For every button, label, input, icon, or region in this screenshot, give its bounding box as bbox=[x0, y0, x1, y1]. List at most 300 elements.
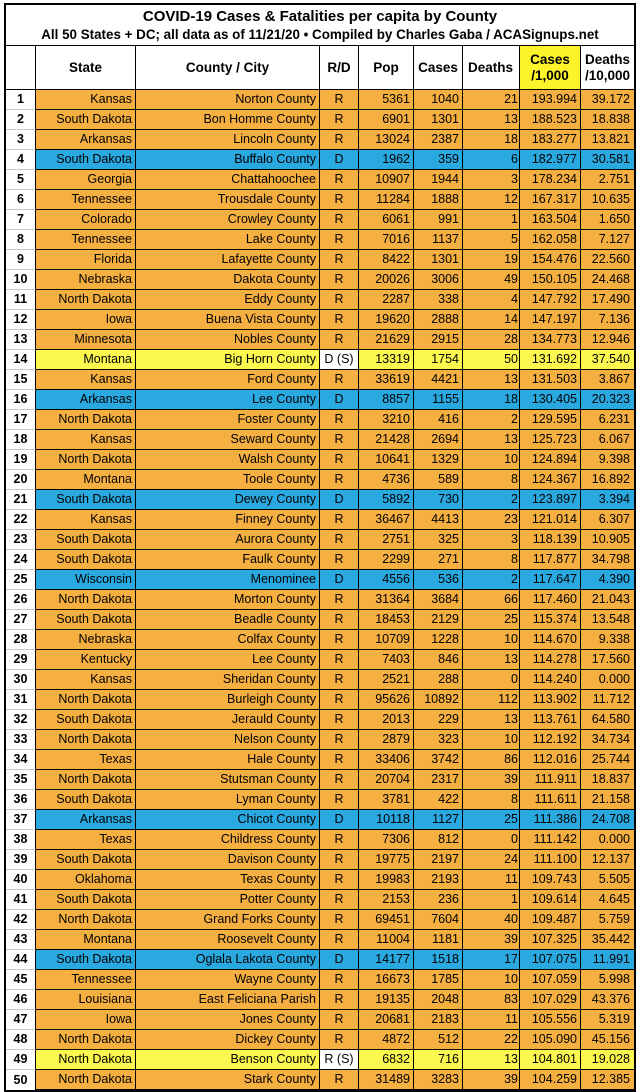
table-row bbox=[6, 950, 634, 970]
cases-per-1000-cell: 107.075 bbox=[520, 950, 581, 970]
state-cell: Montana bbox=[36, 930, 136, 950]
county-cell: Bon Homme County bbox=[136, 110, 320, 130]
cases-cell: 1137 bbox=[414, 230, 463, 250]
rank-cell: 33 bbox=[6, 730, 36, 750]
cases-cell: 2197 bbox=[414, 850, 463, 870]
deaths-cell: 86 bbox=[463, 750, 520, 770]
state-cell: Montana bbox=[36, 470, 136, 490]
county-cell: Ford County bbox=[136, 370, 320, 390]
table-row bbox=[6, 870, 634, 890]
party-cell: R bbox=[320, 790, 359, 810]
cases-per-1000-cell: 112.192 bbox=[520, 730, 581, 750]
cases-cell: 1888 bbox=[414, 190, 463, 210]
deaths-per-10000-cell: 18.838 bbox=[581, 110, 634, 130]
state-cell: Tennessee bbox=[36, 230, 136, 250]
cases-cell: 10892 bbox=[414, 690, 463, 710]
county-cell: Seward County bbox=[136, 430, 320, 450]
deaths-cell: 22 bbox=[463, 1030, 520, 1050]
state-cell: North Dakota bbox=[36, 450, 136, 470]
cases-per-1000-cell: 105.556 bbox=[520, 1010, 581, 1030]
rank-cell: 48 bbox=[6, 1030, 36, 1050]
table-row bbox=[6, 990, 634, 1010]
cases-per-1000-cell: 130.405 bbox=[520, 390, 581, 410]
deaths-per-10000-cell: 43.376 bbox=[581, 990, 634, 1010]
state-cell: North Dakota bbox=[36, 910, 136, 930]
col-header-deaths-per-10000: Deaths /10,000 bbox=[581, 46, 634, 90]
cases-cell: 3684 bbox=[414, 590, 463, 610]
deaths-per-10000-cell: 30.581 bbox=[581, 150, 634, 170]
pop-cell: 10641 bbox=[359, 450, 414, 470]
party-cell: R bbox=[320, 450, 359, 470]
pop-cell: 13319 bbox=[359, 350, 414, 370]
county-cell: Lake County bbox=[136, 230, 320, 250]
county-cell: Buffalo County bbox=[136, 150, 320, 170]
party-cell: R bbox=[320, 830, 359, 850]
rank-cell: 34 bbox=[6, 750, 36, 770]
pop-cell: 7306 bbox=[359, 830, 414, 850]
county-table bbox=[4, 46, 636, 1092]
cases-per-1000-cell: 114.278 bbox=[520, 650, 581, 670]
rank-cell: 50 bbox=[6, 1070, 36, 1090]
cases-per-1000-cell: 117.460 bbox=[520, 590, 581, 610]
deaths-per-10000-cell: 34.734 bbox=[581, 730, 634, 750]
table-row bbox=[6, 890, 634, 910]
state-cell: North Dakota bbox=[36, 690, 136, 710]
table-body bbox=[6, 90, 634, 1090]
cases-cell: 991 bbox=[414, 210, 463, 230]
county-cell: Morton County bbox=[136, 590, 320, 610]
county-cell: Beadle County bbox=[136, 610, 320, 630]
cases-per-1000-cell: 107.029 bbox=[520, 990, 581, 1010]
county-cell: Colfax County bbox=[136, 630, 320, 650]
county-cell: Chattahoochee bbox=[136, 170, 320, 190]
rank-cell: 17 bbox=[6, 410, 36, 430]
state-cell: Arkansas bbox=[36, 130, 136, 150]
cases-per-1000-cell: 193.994 bbox=[520, 90, 581, 110]
cases-per-1000-cell: 112.016 bbox=[520, 750, 581, 770]
deaths-cell: 19 bbox=[463, 250, 520, 270]
deaths-per-10000-cell: 9.398 bbox=[581, 450, 634, 470]
rank-cell: 46 bbox=[6, 990, 36, 1010]
deaths-cell: 4 bbox=[463, 290, 520, 310]
county-cell: Childress County bbox=[136, 830, 320, 850]
party-cell: R bbox=[320, 590, 359, 610]
party-cell: R bbox=[320, 1010, 359, 1030]
cases-cell: 1127 bbox=[414, 810, 463, 830]
table-row bbox=[6, 810, 634, 830]
deaths-per-10000-cell: 45.156 bbox=[581, 1030, 634, 1050]
party-cell: R bbox=[320, 690, 359, 710]
deaths-per-10000-cell: 3.867 bbox=[581, 370, 634, 390]
state-cell: North Dakota bbox=[36, 410, 136, 430]
cases-cell: 7604 bbox=[414, 910, 463, 930]
table-row bbox=[6, 370, 634, 390]
col-header-cases-per-1000: Cases /1,000 bbox=[520, 46, 581, 90]
cases-cell: 512 bbox=[414, 1030, 463, 1050]
deaths-per-10000-cell: 11.991 bbox=[581, 950, 634, 970]
col-header-state: State bbox=[36, 46, 136, 90]
table-row bbox=[6, 1010, 634, 1030]
rank-cell: 37 bbox=[6, 810, 36, 830]
cases-cell: 730 bbox=[414, 490, 463, 510]
county-cell: Davison County bbox=[136, 850, 320, 870]
county-cell: Lyman County bbox=[136, 790, 320, 810]
party-cell: R bbox=[320, 1030, 359, 1050]
cases-cell: 846 bbox=[414, 650, 463, 670]
table-row bbox=[6, 710, 634, 730]
deaths-cell: 50 bbox=[463, 350, 520, 370]
deaths-per-10000-cell: 35.442 bbox=[581, 930, 634, 950]
col-header-pop: Pop bbox=[359, 46, 414, 90]
cases-per-1000-cell: 150.105 bbox=[520, 270, 581, 290]
deaths-cell: 2 bbox=[463, 570, 520, 590]
county-cell: Eddy County bbox=[136, 290, 320, 310]
county-cell: Texas County bbox=[136, 870, 320, 890]
table-row bbox=[6, 970, 634, 990]
pop-cell: 4736 bbox=[359, 470, 414, 490]
deaths-per-10000-cell: 6.067 bbox=[581, 430, 634, 450]
pop-cell: 31489 bbox=[359, 1070, 414, 1090]
deaths-cell: 49 bbox=[463, 270, 520, 290]
pop-cell: 69451 bbox=[359, 910, 414, 930]
rank-cell: 11 bbox=[6, 290, 36, 310]
party-cell: R bbox=[320, 250, 359, 270]
state-cell: South Dakota bbox=[36, 950, 136, 970]
deaths-cell: 18 bbox=[463, 390, 520, 410]
deaths-cell: 6 bbox=[463, 150, 520, 170]
state-cell: South Dakota bbox=[36, 530, 136, 550]
cases-per-1000-cell: 113.761 bbox=[520, 710, 581, 730]
pop-cell: 6061 bbox=[359, 210, 414, 230]
deaths-cell: 23 bbox=[463, 510, 520, 530]
party-cell: R bbox=[320, 270, 359, 290]
table-row bbox=[6, 430, 634, 450]
cases-per-1000-cell: 183.277 bbox=[520, 130, 581, 150]
cases-per-1000-cell: 109.743 bbox=[520, 870, 581, 890]
table-row bbox=[6, 230, 634, 250]
county-cell: Lee County bbox=[136, 390, 320, 410]
cases-cell: 2048 bbox=[414, 990, 463, 1010]
cases-per-1000-cell: 109.487 bbox=[520, 910, 581, 930]
county-cell: Wayne County bbox=[136, 970, 320, 990]
deaths-cell: 0 bbox=[463, 670, 520, 690]
col-header-deaths: Deaths bbox=[463, 46, 520, 90]
deaths-cell: 5 bbox=[463, 230, 520, 250]
state-cell: North Dakota bbox=[36, 1030, 136, 1050]
party-cell: R bbox=[320, 1070, 359, 1090]
cases-cell: 338 bbox=[414, 290, 463, 310]
state-cell: Florida bbox=[36, 250, 136, 270]
deaths-per-10000-cell: 0.000 bbox=[581, 830, 634, 850]
header-row bbox=[6, 46, 634, 90]
table-row bbox=[6, 270, 634, 290]
cases-cell: 3283 bbox=[414, 1070, 463, 1090]
state-cell: Arkansas bbox=[36, 390, 136, 410]
state-cell: North Dakota bbox=[36, 730, 136, 750]
deaths-per-10000-cell: 0.000 bbox=[581, 670, 634, 690]
rank-cell: 4 bbox=[6, 150, 36, 170]
rank-cell: 29 bbox=[6, 650, 36, 670]
cases-cell: 1785 bbox=[414, 970, 463, 990]
state-cell: South Dakota bbox=[36, 710, 136, 730]
deaths-cell: 8 bbox=[463, 470, 520, 490]
state-cell: North Dakota bbox=[36, 770, 136, 790]
party-cell: R bbox=[320, 670, 359, 690]
county-cell: Buena Vista County bbox=[136, 310, 320, 330]
deaths-per-10000-cell: 10.635 bbox=[581, 190, 634, 210]
rank-cell: 20 bbox=[6, 470, 36, 490]
pop-cell: 2287 bbox=[359, 290, 414, 310]
table-row bbox=[6, 350, 634, 370]
party-cell: R bbox=[320, 970, 359, 990]
cases-cell: 716 bbox=[414, 1050, 463, 1070]
cases-cell: 229 bbox=[414, 710, 463, 730]
pop-cell: 4556 bbox=[359, 570, 414, 590]
cases-per-1000-cell: 154.476 bbox=[520, 250, 581, 270]
deaths-cell: 25 bbox=[463, 810, 520, 830]
pop-cell: 10118 bbox=[359, 810, 414, 830]
county-cell: Toole County bbox=[136, 470, 320, 490]
pop-cell: 19775 bbox=[359, 850, 414, 870]
rank-cell: 30 bbox=[6, 670, 36, 690]
state-cell: Kansas bbox=[36, 430, 136, 450]
deaths-per-10000-cell: 34.798 bbox=[581, 550, 634, 570]
cases-per-1000-cell: 117.877 bbox=[520, 550, 581, 570]
table-row bbox=[6, 450, 634, 470]
rank-cell: 31 bbox=[6, 690, 36, 710]
pop-cell: 95626 bbox=[359, 690, 414, 710]
deaths-per-10000-cell: 20.323 bbox=[581, 390, 634, 410]
deaths-cell: 13 bbox=[463, 650, 520, 670]
cases-per-1000-cell: 111.386 bbox=[520, 810, 581, 830]
party-cell: D bbox=[320, 490, 359, 510]
pop-cell: 11004 bbox=[359, 930, 414, 950]
party-cell: D bbox=[320, 950, 359, 970]
county-cell: Burleigh County bbox=[136, 690, 320, 710]
cases-per-1000-cell: 124.367 bbox=[520, 470, 581, 490]
rank-cell: 22 bbox=[6, 510, 36, 530]
col-header-cases: Cases bbox=[414, 46, 463, 90]
rank-cell: 2 bbox=[6, 110, 36, 130]
deaths-cell: 24 bbox=[463, 850, 520, 870]
rank-cell: 3 bbox=[6, 130, 36, 150]
deaths-per-10000-cell: 13.821 bbox=[581, 130, 634, 150]
rank-cell: 7 bbox=[6, 210, 36, 230]
deaths-per-10000-cell: 1.650 bbox=[581, 210, 634, 230]
pop-cell: 8422 bbox=[359, 250, 414, 270]
cases-cell: 812 bbox=[414, 830, 463, 850]
pop-cell: 7403 bbox=[359, 650, 414, 670]
county-cell: Big Horn County bbox=[136, 350, 320, 370]
county-cell: Walsh County bbox=[136, 450, 320, 470]
table-row bbox=[6, 530, 634, 550]
deaths-cell: 28 bbox=[463, 330, 520, 350]
cases-cell: 4413 bbox=[414, 510, 463, 530]
party-cell: R bbox=[320, 930, 359, 950]
table-row bbox=[6, 110, 634, 130]
party-cell: R bbox=[320, 850, 359, 870]
state-cell: Minnesota bbox=[36, 330, 136, 350]
deaths-per-10000-cell: 17.560 bbox=[581, 650, 634, 670]
cases-cell: 2193 bbox=[414, 870, 463, 890]
table-row bbox=[6, 290, 634, 310]
cases-cell: 323 bbox=[414, 730, 463, 750]
table-row bbox=[6, 590, 634, 610]
party-cell: R bbox=[320, 990, 359, 1010]
deaths-cell: 8 bbox=[463, 550, 520, 570]
rank-cell: 21 bbox=[6, 490, 36, 510]
party-cell: R bbox=[320, 550, 359, 570]
table-row bbox=[6, 690, 634, 710]
pop-cell: 3210 bbox=[359, 410, 414, 430]
state-cell: North Dakota bbox=[36, 290, 136, 310]
county-cell: Stutsman County bbox=[136, 770, 320, 790]
state-cell: Wisconsin bbox=[36, 570, 136, 590]
deaths-cell: 21 bbox=[463, 90, 520, 110]
cases-cell: 1518 bbox=[414, 950, 463, 970]
col-header-county: County / City bbox=[136, 46, 320, 90]
rank-cell: 39 bbox=[6, 850, 36, 870]
cases-cell: 2888 bbox=[414, 310, 463, 330]
pop-cell: 21629 bbox=[359, 330, 414, 350]
party-cell: D bbox=[320, 570, 359, 590]
pop-cell: 36467 bbox=[359, 510, 414, 530]
deaths-cell: 12 bbox=[463, 190, 520, 210]
cases-per-1000-cell: 188.523 bbox=[520, 110, 581, 130]
cases-cell: 1329 bbox=[414, 450, 463, 470]
deaths-cell: 2 bbox=[463, 490, 520, 510]
county-cell: Dickey County bbox=[136, 1030, 320, 1050]
table-row bbox=[6, 90, 634, 110]
pop-cell: 1962 bbox=[359, 150, 414, 170]
rank-cell: 32 bbox=[6, 710, 36, 730]
state-cell: Kansas bbox=[36, 510, 136, 530]
page-subtitle: All 50 States + DC; all data as of 11/21/20 • Compiled by Charles Gaba / ACASignups.net bbox=[41, 27, 599, 42]
deaths-cell: 1 bbox=[463, 210, 520, 230]
table-row bbox=[6, 130, 634, 150]
rank-cell: 28 bbox=[6, 630, 36, 650]
cases-per-1000-cell: 131.503 bbox=[520, 370, 581, 390]
state-cell: South Dakota bbox=[36, 110, 136, 130]
deaths-cell: 25 bbox=[463, 610, 520, 630]
state-cell: South Dakota bbox=[36, 490, 136, 510]
deaths-cell: 0 bbox=[463, 830, 520, 850]
county-cell: Grand Forks County bbox=[136, 910, 320, 930]
cases-per-1000-cell: 115.374 bbox=[520, 610, 581, 630]
pop-cell: 33406 bbox=[359, 750, 414, 770]
cases-cell: 359 bbox=[414, 150, 463, 170]
cases-per-1000-cell: 114.240 bbox=[520, 670, 581, 690]
cases-per-1000-cell: 111.142 bbox=[520, 830, 581, 850]
cases-cell: 416 bbox=[414, 410, 463, 430]
deaths-cell: 13 bbox=[463, 430, 520, 450]
deaths-cell: 39 bbox=[463, 930, 520, 950]
deaths-per-10000-cell: 24.708 bbox=[581, 810, 634, 830]
deaths-cell: 13 bbox=[463, 110, 520, 130]
table-row bbox=[6, 170, 634, 190]
pop-cell: 19983 bbox=[359, 870, 414, 890]
rank-cell: 24 bbox=[6, 550, 36, 570]
table-row bbox=[6, 490, 634, 510]
deaths-per-10000-cell: 5.505 bbox=[581, 870, 634, 890]
pop-cell: 3781 bbox=[359, 790, 414, 810]
rank-cell: 5 bbox=[6, 170, 36, 190]
pop-cell: 10709 bbox=[359, 630, 414, 650]
cases-per-1000-cell: 124.894 bbox=[520, 450, 581, 470]
state-cell: Tennessee bbox=[36, 190, 136, 210]
deaths-cell: 11 bbox=[463, 1010, 520, 1030]
pop-cell: 7016 bbox=[359, 230, 414, 250]
cases-per-1000-cell: 163.504 bbox=[520, 210, 581, 230]
cases-per-1000-cell: 109.614 bbox=[520, 890, 581, 910]
party-cell: R bbox=[320, 190, 359, 210]
deaths-cell: 11 bbox=[463, 870, 520, 890]
county-cell: Dewey County bbox=[136, 490, 320, 510]
deaths-per-10000-cell: 37.540 bbox=[581, 350, 634, 370]
rank-cell: 18 bbox=[6, 430, 36, 450]
col-header-party: R/D bbox=[320, 46, 359, 90]
cases-cell: 3006 bbox=[414, 270, 463, 290]
state-cell: Texas bbox=[36, 830, 136, 850]
state-cell: North Dakota bbox=[36, 1070, 136, 1090]
pop-cell: 2879 bbox=[359, 730, 414, 750]
party-cell: R bbox=[320, 890, 359, 910]
pop-cell: 4872 bbox=[359, 1030, 414, 1050]
county-cell: Lee County bbox=[136, 650, 320, 670]
cases-per-1000-cell: 113.902 bbox=[520, 690, 581, 710]
state-cell: Georgia bbox=[36, 170, 136, 190]
rank-cell: 6 bbox=[6, 190, 36, 210]
state-cell: South Dakota bbox=[36, 850, 136, 870]
cases-per-1000-cell: 118.139 bbox=[520, 530, 581, 550]
rank-cell: 47 bbox=[6, 1010, 36, 1030]
deaths-cell: 14 bbox=[463, 310, 520, 330]
state-cell: Nebraska bbox=[36, 630, 136, 650]
cases-per-1000-cell: 167.317 bbox=[520, 190, 581, 210]
deaths-per-10000-cell: 12.385 bbox=[581, 1070, 634, 1090]
county-cell: Trousdale County bbox=[136, 190, 320, 210]
state-cell: Arkansas bbox=[36, 810, 136, 830]
cases-per-1000-cell: 121.014 bbox=[520, 510, 581, 530]
party-cell: R bbox=[320, 210, 359, 230]
table-row bbox=[6, 630, 634, 650]
pop-cell: 2751 bbox=[359, 530, 414, 550]
deaths-cell: 10 bbox=[463, 970, 520, 990]
cases-cell: 2317 bbox=[414, 770, 463, 790]
pop-cell: 14177 bbox=[359, 950, 414, 970]
rank-cell: 43 bbox=[6, 930, 36, 950]
deaths-cell: 66 bbox=[463, 590, 520, 610]
cases-cell: 3742 bbox=[414, 750, 463, 770]
deaths-per-10000-cell: 7.127 bbox=[581, 230, 634, 250]
county-cell: Hale County bbox=[136, 750, 320, 770]
cases-cell: 2915 bbox=[414, 330, 463, 350]
cases-cell: 1301 bbox=[414, 250, 463, 270]
county-cell: Potter County bbox=[136, 890, 320, 910]
deaths-per-10000-cell: 7.136 bbox=[581, 310, 634, 330]
deaths-cell: 18 bbox=[463, 130, 520, 150]
party-cell: R bbox=[320, 710, 359, 730]
state-cell: Kansas bbox=[36, 670, 136, 690]
party-cell: R bbox=[320, 770, 359, 790]
party-cell: R bbox=[320, 330, 359, 350]
party-cell: R bbox=[320, 130, 359, 150]
deaths-per-10000-cell: 5.759 bbox=[581, 910, 634, 930]
county-cell: Jerauld County bbox=[136, 710, 320, 730]
deaths-cell: 3 bbox=[463, 530, 520, 550]
table-row bbox=[6, 410, 634, 430]
cases-cell: 1040 bbox=[414, 90, 463, 110]
